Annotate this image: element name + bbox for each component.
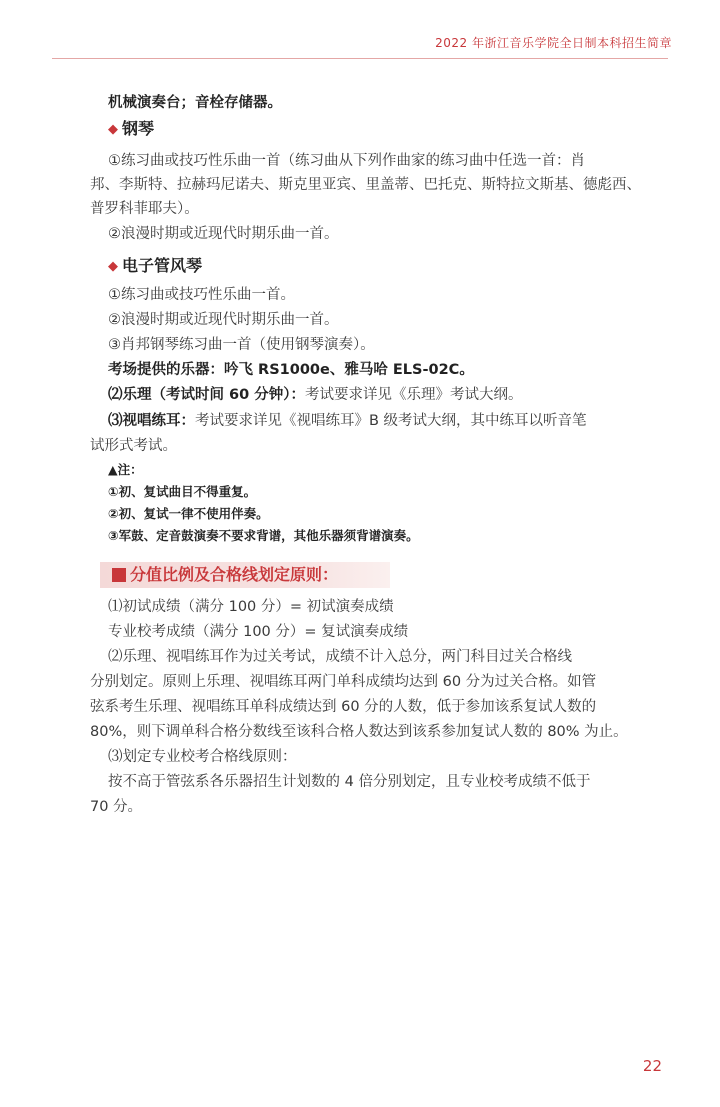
text-line: ②浪漫时期或近现代时期乐曲一首。: [108, 312, 339, 328]
diamond-bullet-icon: ◆: [108, 259, 118, 274]
text-line: ①练习曲或技巧性乐曲一首（练习曲从下列作曲家的练习曲中任选一首：肖: [108, 153, 585, 169]
text-line: 邦、李斯特、拉赫玛尼诺夫、斯克里亚宾、里盖蒂、巴托克、斯特拉文斯基、德彪西、: [90, 177, 641, 193]
text-line: 弦系考生乐理、视唱练耳单科成绩达到 60 分的人数，低于参加该系复试人数的: [90, 699, 597, 715]
text-label: ⑵乐理（考试时间 60 分钟）：: [108, 387, 306, 403]
text-label: ⑶视唱练耳：: [108, 413, 195, 429]
section-banner: [100, 562, 390, 588]
text-line: 80%，则下调单科合格分数线至该科合格人数达到该系参加复试人数的 80% 为止。: [90, 724, 628, 740]
text-line: 按不高于管弦系各乐器招生计划数的 4 倍分别划定，且专业校考成绩不低于: [108, 774, 591, 790]
text-line: 专业校考成绩（满分 100 分）= 复试演奏成绩: [108, 624, 409, 640]
header-divider: [52, 58, 668, 59]
text-body: 考试要求详见《视唱练耳》B 级考试大纲，其中练耳以听音笔: [195, 413, 587, 429]
text-line: 普罗科菲耶夫）。: [90, 201, 199, 217]
text-line: 分别划定。原则上乐理、视唱练耳两门单科成绩均达到 60 分为过关合格。如管: [90, 674, 597, 690]
text-line: ⑶划定专业校考合格线原则：: [108, 749, 297, 765]
note-item: ②初、复试一律不使用伴奏。: [108, 506, 269, 521]
diamond-bullet-icon: ◆: [108, 122, 118, 137]
page-number: 22: [642, 1057, 662, 1075]
text-line: 70 分。: [90, 799, 143, 815]
text-line: [108, 384, 648, 406]
note-item: ①初、复试曲目不得重复。: [108, 484, 257, 499]
text-line: ③肖邦钢琴练习曲一首（使用钢琴演奏）。: [108, 337, 375, 353]
text-line: ⑴初试成绩（满分 100 分）= 初试演奏成绩: [108, 599, 394, 615]
subheading-organ: [108, 255, 648, 279]
square-bullet-icon: [112, 568, 126, 582]
header-title: 2022 年浙江音乐学院全日制本科招生简章: [435, 36, 672, 50]
text-line: 考场提供的乐器：吟飞 RS1000e、雅马哈 ELS-02C。: [108, 362, 474, 378]
note-item: ③军鼓、定音鼓演奏不要求背谱，其他乐器须背谱演奏。: [108, 528, 419, 543]
text-body: 考试要求详见《乐理》考试大纲。: [305, 387, 523, 403]
subheading-text: 钢琴: [122, 119, 155, 138]
text-line: ①练习曲或技巧性乐曲一首。: [108, 287, 295, 303]
text-line: ⑵乐理、视唱练耳作为过关考试，成绩不计入总分，两门科目过关合格线: [108, 649, 572, 665]
text-line: ②浪漫时期或近现代时期乐曲一首。: [108, 226, 339, 242]
section-title: 分值比例及合格线划定原则：: [130, 565, 339, 584]
text-line: 机械演奏台；音栓存储器。: [108, 95, 282, 111]
text-line: [108, 410, 648, 432]
subheading-text: 电子管风琴: [122, 256, 203, 275]
text-line: 试形式考试。: [90, 438, 177, 454]
note-heading: ▲注：: [108, 462, 143, 477]
subheading-piano: [108, 118, 648, 142]
